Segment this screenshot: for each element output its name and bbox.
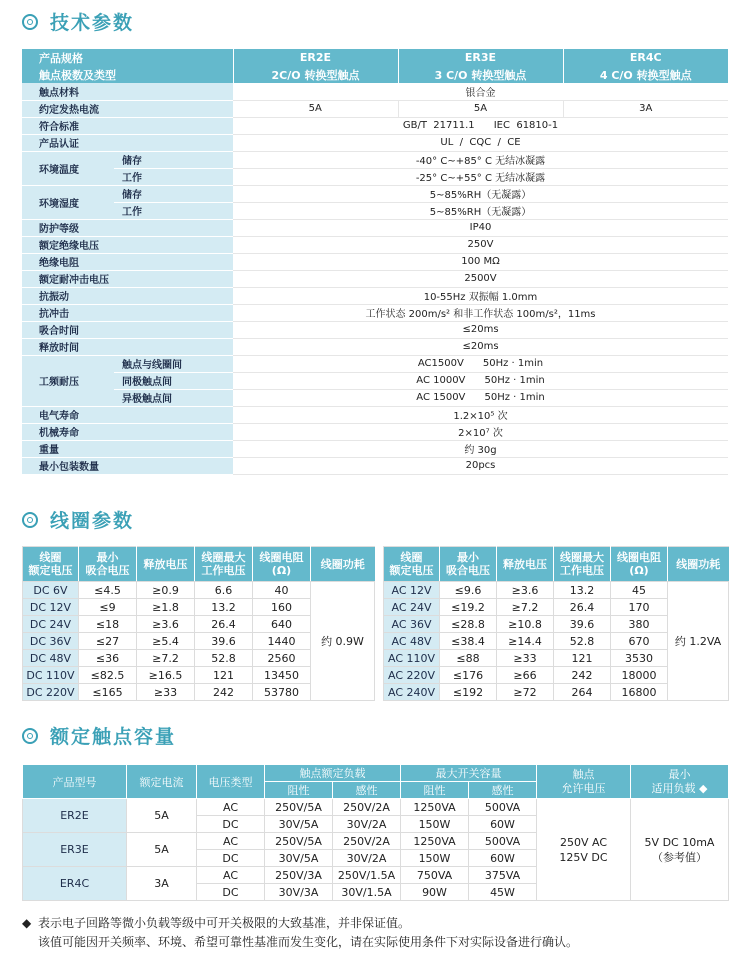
row-value: 20pcs [233,457,728,474]
footnote-line-2: 该值可能因开关频率、环境、希望可靠性基准而发生变化，请在实际使用条件下对实际设备进行确认。 [38,935,579,949]
coil-cell: 3530 [611,650,668,667]
circle-icon [22,14,38,30]
row-value: 2500V [233,270,728,287]
table-row [22,355,728,372]
row-value: UL / CQC / CE [233,134,728,151]
coil-cell: 6.6 [195,582,253,599]
table-row [23,765,729,782]
row-label: 电气寿命 [22,406,233,423]
model-cell: ER4C [23,867,127,901]
coil-cell: ≥3.6 [137,616,195,633]
coil-cell: ≤4.5 [79,582,137,599]
table-row [22,185,728,202]
coil-header: 释放电压 [497,547,554,582]
coil-header: 最小 吸合电压 [79,547,137,582]
capacity-cell: 375VA [469,867,537,884]
capacity-cell: 1250VA [401,799,469,816]
capacity-cell: 90W [401,884,469,901]
row-value: ≤20ms [233,321,728,338]
table-row [384,547,729,582]
model-header: ER3E [398,49,563,66]
coil-header: 线圈电阻 (Ω) [253,547,311,582]
coil-cell: 160 [253,599,311,616]
allow-voltage-cell: 250V AC 125V DC [537,799,631,901]
row-sublabel: 触点与线圈间 [114,355,233,372]
coil-cell: AC 110V [384,650,440,667]
coil-cell: DC 12V [23,599,79,616]
capacity-cell: DC [197,816,265,833]
row-sublabel: 工作 [114,168,233,185]
coil-cell: ≤9 [79,599,137,616]
row-value: 工作状态 200m/s² 和非工作状态 100m/s²，11ms [233,304,728,321]
header-rated-load: 触点额定负载 [265,765,401,782]
coil-cell: AC 48V [384,633,440,650]
capacity-cell: 500VA [469,799,537,816]
coil-cell: 26.4 [195,616,253,633]
coil-cell: 170 [611,599,668,616]
capacity-cell: 500VA [469,833,537,850]
coil-cell: ≥14.4 [497,633,554,650]
row-label: 符合标准 [22,117,233,134]
coil-ac-table [383,546,729,701]
row-sublabel: 储存 [114,151,233,168]
table-row [22,236,728,253]
header-inductive: 感性 [469,782,537,799]
coil-cell: 39.6 [195,633,253,650]
current-cell: 5A [127,833,197,867]
table-row [22,304,728,321]
coil-cell: ≤82.5 [79,667,137,684]
table-row [22,151,728,168]
model-header: ER2E [233,49,398,66]
row-value: 250V [233,236,728,253]
row-label: 绝缘电阻 [22,253,233,270]
row-value: 约 30g [233,440,728,457]
table-row [22,440,728,457]
coil-cell: ≤36 [79,650,137,667]
capacity-cell: 30V/1.5A [333,884,401,901]
tech-params-table [22,49,728,475]
capacity-cell: AC [197,833,265,850]
capacity-cell: 30V/5A [265,850,333,867]
footnote [22,914,578,952]
coil-header: 线圈 额定电压 [23,547,79,582]
coil-cell: 45 [611,582,668,599]
type-value: 2C/O 转换型触点 [233,66,398,83]
table-row [22,168,728,185]
capacity-cell: 250V/3A [265,867,333,884]
coil-cell: ≤38.4 [440,633,497,650]
type-value: 3 C/O 转换型触点 [398,66,563,83]
row-label: 额定耐冲击电压 [22,270,233,287]
coil-cell: AC 24V [384,599,440,616]
table-row [22,253,728,270]
table-row [22,372,728,389]
diamond-icon: ◆ [22,916,32,930]
header-allow-voltage: 触点 允许电压 [537,765,631,799]
row-label: 产品认证 [22,134,233,151]
row-sublabel: 异极触点间 [114,389,233,406]
header-voltage-type: 电压类型 [197,765,265,799]
coil-power: 约 1.2VA [668,582,729,701]
capacity-cell: DC [197,850,265,867]
row-value: AC 1000V 50Hz · 1min [233,372,728,389]
header-model: 产品型号 [23,765,127,799]
coil-cell: 640 [253,616,311,633]
coil-power: 约 0.9W [311,582,375,701]
row-label: 吸合时间 [22,321,233,338]
min-load-cell: 5V DC 10mA （参考值） [631,799,729,901]
contact-capacity-table [22,764,729,901]
coil-cell: AC 36V [384,616,440,633]
row-value: AC 1500V 50Hz · 1min [233,389,728,406]
coil-cell: 18000 [611,667,668,684]
current-cell: 5A [127,799,197,833]
row-value: GB/T 21711.1 IEC 61810-1 [233,117,728,134]
capacity-cell: 250V/5A [265,833,333,850]
type-label: 触点极数及类型 [22,66,233,83]
header-inductive: 感性 [333,782,401,799]
coil-cell: 264 [554,684,611,701]
row-value: 1.2×10⁵ 次 [233,406,728,423]
row-value: -40° C~+85° C 无结冰凝露 [233,151,728,168]
table-row [23,547,375,582]
row-sublabel: 同极触点间 [114,372,233,389]
capacity-cell: DC [197,884,265,901]
row-label: 环境湿度 [22,185,114,219]
coil-cell: 242 [195,684,253,701]
coil-cell: ≤19.2 [440,599,497,616]
coil-cell: 121 [554,650,611,667]
coil-cell: 1440 [253,633,311,650]
table-row [22,219,728,236]
table-row [384,582,729,599]
capacity-cell: AC [197,867,265,884]
row-value: 银合金 [233,83,728,100]
row-label: 机械寿命 [22,423,233,440]
coil-cell: DC 48V [23,650,79,667]
coil-cell: ≥5.4 [137,633,195,650]
coil-cell: DC 220V [23,684,79,701]
section-title-text: 额定触点容量 [50,726,177,748]
coil-cell: ≤176 [440,667,497,684]
coil-cell: ≥7.2 [497,599,554,616]
row-label: 抗振动 [22,287,233,304]
capacity-cell: 250V/2A [333,833,401,850]
table-row [22,270,728,287]
row-label: 环境温度 [22,151,114,185]
row-label: 防护等级 [22,219,233,236]
coil-cell: ≥33 [497,650,554,667]
table-row [22,100,728,117]
section-title-tech [22,8,134,35]
coil-cell: ≤18 [79,616,137,633]
table-row [22,134,728,151]
coil-cell: ≥0.9 [137,582,195,599]
coil-header: 释放电压 [137,547,195,582]
capacity-cell: 60W [469,816,537,833]
coil-cell: 13.2 [195,599,253,616]
row-value: -25° C~+55° C 无结冰凝露 [233,168,728,185]
coil-cell: ≥1.8 [137,599,195,616]
row-label: 最小包装数量 [22,457,233,474]
header-resistive: 阻性 [265,782,333,799]
coil-cell: 52.8 [554,633,611,650]
capacity-cell: 45W [469,884,537,901]
table-row [22,287,728,304]
row-label: 抗冲击 [22,304,233,321]
coil-cell: ≥16.5 [137,667,195,684]
current-cell: 3A [127,867,197,901]
coil-cell: 380 [611,616,668,633]
section-title-text: 线圈参数 [50,510,135,532]
coil-header: 线圈 额定电压 [384,547,440,582]
coil-cell: DC 24V [23,616,79,633]
capacity-cell: 30V/5A [265,816,333,833]
row-value: 2×10⁷ 次 [233,423,728,440]
capacity-cell: 60W [469,850,537,867]
coil-cell: AC 240V [384,684,440,701]
capacity-cell: 250V/5A [265,799,333,816]
coil-cell: DC 6V [23,582,79,599]
table-row [22,338,728,355]
coil-cell: 2560 [253,650,311,667]
footnote-line-1: 表示电子回路等微小负载等级中可开关极限的大致基准，并非保证值。 [38,916,411,930]
table-row [22,321,728,338]
capacity-cell: 30V/2A [333,850,401,867]
header-current: 额定电流 [127,765,197,799]
section-title-text: 技术参数 [50,12,135,34]
coil-cell: 13450 [253,667,311,684]
coil-header: 线圈功耗 [668,547,729,582]
row-sublabel: 储存 [114,185,233,202]
capacity-cell: 150W [401,850,469,867]
coil-cell: 16800 [611,684,668,701]
table-row [23,799,729,816]
capacity-cell: AC [197,799,265,816]
coil-cell: 670 [611,633,668,650]
coil-cell: 40 [253,582,311,599]
coil-cell: AC 220V [384,667,440,684]
row-value: 3A [563,100,728,117]
coil-cell: ≤9.6 [440,582,497,599]
model-cell: ER3E [23,833,127,867]
row-value: 5~85%RH（无凝露） [233,202,728,219]
row-label: 约定发热电流 [22,100,233,117]
capacity-cell: 250V/2A [333,799,401,816]
coil-cell: ≤165 [79,684,137,701]
row-value: 5A [398,100,563,117]
coil-cell: ≤28.8 [440,616,497,633]
model-cell: ER2E [23,799,127,833]
type-value: 4 C/O 转换型触点 [563,66,728,83]
coil-cell: AC 12V [384,582,440,599]
coil-header: 线圈功耗 [311,547,375,582]
capacity-cell: 1250VA [401,833,469,850]
spec-label: 产品规格 [22,49,233,66]
capacity-cell: 250V/1.5A [333,867,401,884]
table-row [22,49,728,66]
table-row [22,389,728,406]
row-label: 重量 [22,440,233,457]
coil-cell: ≥72 [497,684,554,701]
coil-cell: ≥33 [137,684,195,701]
table-row [22,457,728,474]
row-label: 工频耐压 [22,355,114,406]
coil-header: 最小 吸合电压 [440,547,497,582]
coil-cell: ≤88 [440,650,497,667]
coil-header: 线圈最大 工作电压 [554,547,611,582]
coil-cell: ≥10.8 [497,616,554,633]
row-value: 5A [233,100,398,117]
coil-cell: 39.6 [554,616,611,633]
capacity-cell: 750VA [401,867,469,884]
table-row [22,83,728,100]
coil-cell: ≥7.2 [137,650,195,667]
row-value: AC1500V 50Hz · 1min [233,355,728,372]
coil-dc-table [22,546,375,701]
coil-cell: ≤27 [79,633,137,650]
coil-cell: DC 110V [23,667,79,684]
coil-header: 线圈电阻 (Ω) [611,547,668,582]
section-title-coil [22,506,134,533]
coil-cell: 13.2 [554,582,611,599]
row-label: 触点材料 [22,83,233,100]
coil-cell: ≤192 [440,684,497,701]
section-title-contact [22,722,176,749]
coil-cell: ≥3.6 [497,582,554,599]
row-value: 10-55Hz 双振幅 1.0mm [233,287,728,304]
header-min-load: 最小 适用负载 ◆ [631,765,729,799]
capacity-cell: 30V/2A [333,816,401,833]
table-row [22,66,728,83]
capacity-cell: 30V/3A [265,884,333,901]
row-sublabel: 工作 [114,202,233,219]
table-row [22,202,728,219]
coil-cell: 242 [554,667,611,684]
coil-cell: DC 36V [23,633,79,650]
coil-header: 线圈最大 工作电压 [195,547,253,582]
coil-cell: 26.4 [554,599,611,616]
row-label: 额定绝缘电压 [22,236,233,253]
coil-cell: 53780 [253,684,311,701]
row-value: 100 MΩ [233,253,728,270]
table-row [22,423,728,440]
coil-cell: 121 [195,667,253,684]
table-row [22,117,728,134]
circle-icon [22,728,38,744]
row-value: IP40 [233,219,728,236]
table-row [23,582,375,599]
row-value: ≤20ms [233,338,728,355]
coil-cell: 52.8 [195,650,253,667]
model-header: ER4C [563,49,728,66]
table-row [22,406,728,423]
circle-icon [22,512,38,528]
header-max-switch: 最大开关容量 [401,765,537,782]
coil-cell: ≥66 [497,667,554,684]
row-value: 5~85%RH（无凝露） [233,185,728,202]
row-label: 释放时间 [22,338,233,355]
capacity-cell: 150W [401,816,469,833]
header-resistive: 阻性 [401,782,469,799]
